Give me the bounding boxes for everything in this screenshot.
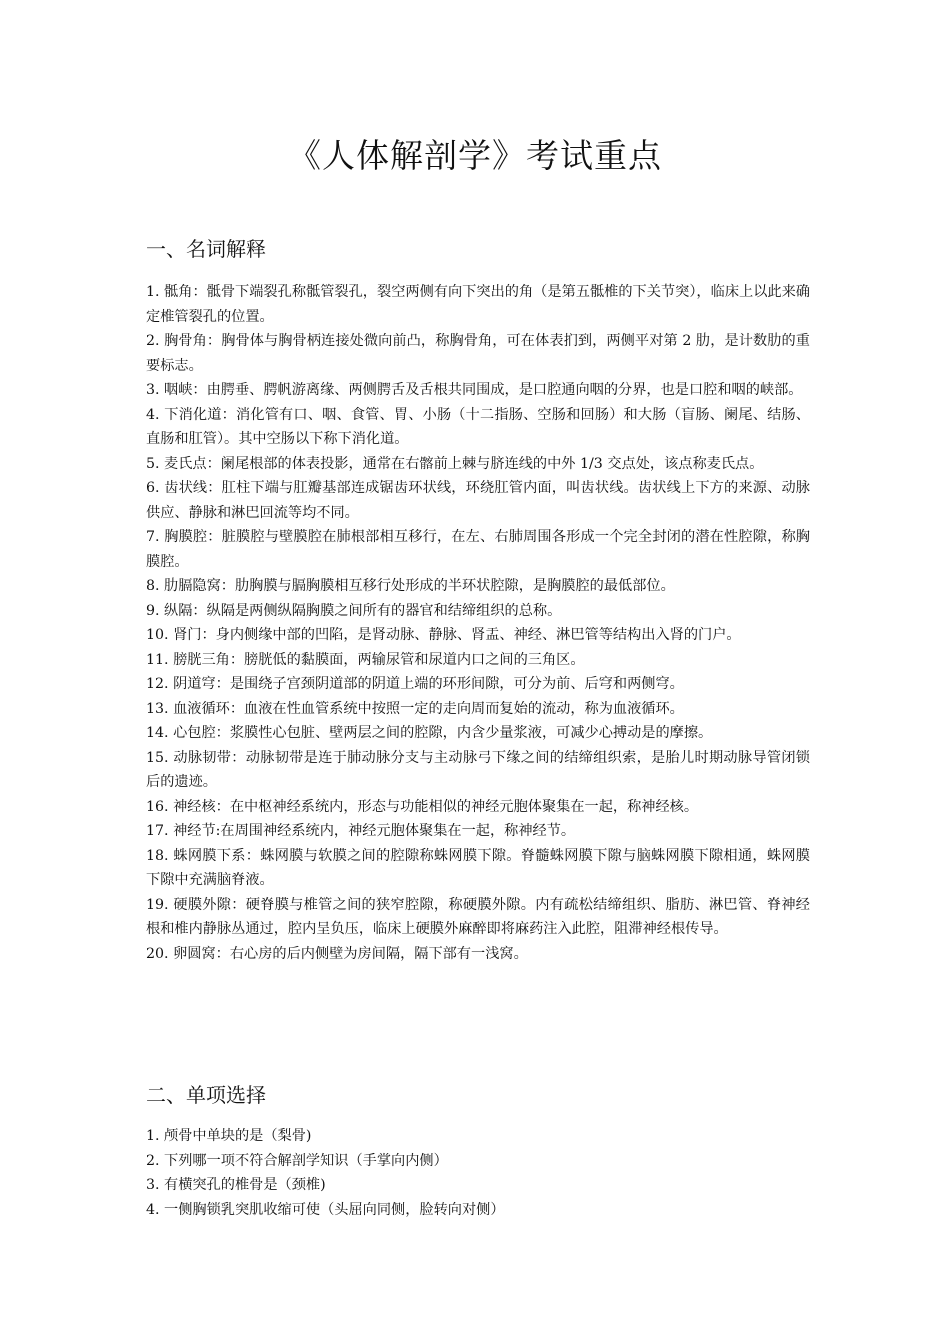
page-title: 《人体解剖学》考试重点: [288, 136, 662, 175]
list-item: 6. 齿状线：肛柱下端与肛瓣基部连成锯齿环状线，环绕肛管内面，叫齿状线。齿状线上下方的来源、动脉供应、静脉和淋巴回流等均不同。: [146, 480, 810, 521]
list-item: 13. 血液循环：血液在性血管系统中按照一定的走向周而复始的流动，称为血液循环。: [146, 700, 684, 717]
choice-list: [146, 1124, 810, 1222]
list-item: 9. 纵隔：纵隔是两侧纵隔胸膜之间所有的器官和结缔组织的总称。: [146, 602, 562, 619]
list-item: 3. 咽峡：由腭垂、腭帆游离缘、两侧腭舌及舌根共同围成，是口腔通向咽的分界，也是口腔和咽的峡部。: [146, 382, 803, 398]
list-item: 15. 动脉韧带：动脉韧带是连于肺动脉分支与主动脉弓下缘之间的结缔组织索，是胎儿时期动脉导管闭锁后的遗迹。: [146, 749, 810, 790]
list-item: 2. 胸骨角：胸骨体与胸骨柄连接处微向前凸，称胸骨角，可在体表扪到，两侧平对第 2 肋，是计数肋的重要标志。: [146, 333, 810, 374]
list-item: 1. 颅骨中单块的是（梨骨): [146, 1128, 312, 1144]
list-item: 16. 神经核：在中枢神经系统内，形态与功能相似的神经元胞体聚集在一起，称神经核。: [146, 798, 699, 815]
list-item: 12. 阴道穹：是围绕子宫颈阴道部的阴道上端的环形间隙，可分为前、后穹和两侧穹。: [146, 676, 684, 692]
list-item: 2. 下列哪一项不符合解剖学知识（手掌向内侧）: [146, 1152, 448, 1169]
list-item: 8. 肋膈隐窝：肋胸膜与膈胸膜相互移行处形成的半环状腔隙，是胸膜腔的最低部位。: [146, 578, 675, 594]
list-item: 18. 蛛网膜下系：蛛网膜与软膜之间的腔隙称蛛网膜下隙。脊髓蛛网膜下隙与脑蛛网膜下隙相通，蛛网膜下隙中充满脑脊液。: [146, 847, 810, 888]
list-item: 3. 有横突孔的椎骨是（颈椎): [146, 1177, 326, 1193]
section-heading-1: 一、名词解释: [146, 237, 266, 261]
list-item: 1. 骶角：骶骨下端裂孔称骶管裂孔，裂空两侧有向下突出的角（是第五骶椎的下关节突），临床上以此来确定椎管裂孔的位置。: [146, 284, 810, 325]
list-item: 10. 肾门：身内侧缘中部的凹陷，是肾动脉、静脉、肾盂、神经、淋巴管等结构出入肾的门户。: [146, 627, 741, 643]
list-item: 14. 心包腔：浆膜性心包脏、壁两层之间的腔隙，内含少量浆液，可减少心搏动是的摩擦。: [146, 725, 713, 741]
list-item: 19. 硬膜外隙：硬脊膜与椎管之间的狭窄腔隙，称硬膜外隙。内有疏松结缔组织、脂肪、淋巴管、脊神经根和椎内静脉丛通过，腔内呈负压，临床上硬膜外麻醉即将麻药注入此腔，阻滞神经根传导。: [146, 896, 810, 937]
list-item: 5. 麦氏点：阑尾根部的体表投影，通常在右髂前上棘与脐连线的中外 1/3 交点处，该点称麦氏点。: [146, 455, 764, 472]
list-item: 20. 卵圆窝：右心房的后内侧壁为房间隔，隔下部有一浅窝。: [146, 945, 528, 962]
list-item: 11. 膀胱三角：膀胱低的黏膜面，两输尿管和尿道内口之间的三角区。: [146, 651, 585, 668]
list-item: 4. 下消化道：消化管有口、咽、食管、胃、小肠（十二指肠、空肠和回肠）和大肠（盲肠、阑尾、结肠、直肠和肛管）。其中空肠以下称下消化道。: [146, 406, 810, 447]
definition-list: [146, 280, 810, 966]
list-item: 7. 胸膜腔：脏膜腔与壁膜腔在肺根部相互移行，在左、右肺周围各形成一个完全封闭的潜在性腔隙，称胸膜腔。: [146, 529, 810, 570]
list-item: 4. 一侧胸锁乳突肌收缩可使（头屈向同侧，脸转向对侧）: [146, 1201, 505, 1218]
list-item: 17. 神经节:在周围神经系统内，神经元胞体聚集在一起，称神经节。: [146, 823, 576, 839]
section-heading-2: 二、单项选择: [146, 1083, 266, 1107]
